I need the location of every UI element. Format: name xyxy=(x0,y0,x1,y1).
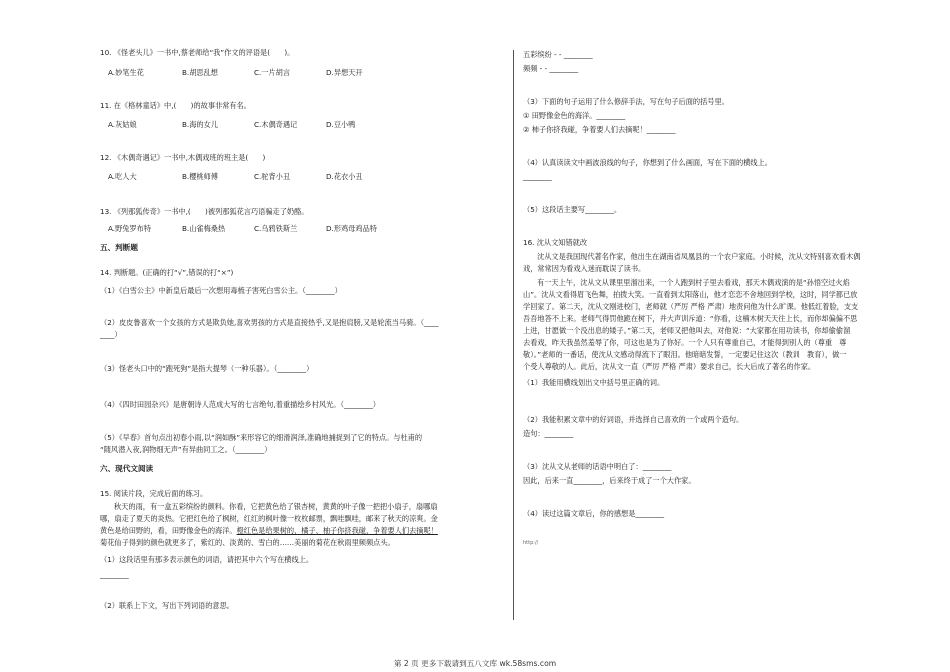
wavy-underlined-sentence: 橙红色是给果树的，橘子、柚子你挤我碰，争着要人们去摘呢！ xyxy=(236,526,438,535)
option: A.吃人大 xyxy=(108,172,137,181)
option: C.驼背小丑 xyxy=(254,172,291,181)
judge-item-2: （2）皮皮鲁喜欢一个女孩的方式是欺负她,喜欢男孩的方式是直接热乎,又是抱肩膀,又是轮流当马骑。（____ xyxy=(100,318,439,327)
option: A.野兔罗布特 xyxy=(108,224,152,233)
option: D.异想天开 xyxy=(326,68,363,77)
page-footer: 第 2 页 更多下载请到五八文库 wk.58sms.com xyxy=(393,659,557,668)
question-13-stem: 13. 《列那狐传奇》一书中,( )被列那狐花言巧语骗走了奶酪。 xyxy=(100,207,309,216)
option: C.木偶奇遇记 xyxy=(254,120,298,129)
option: B.胡思乱想 xyxy=(182,68,218,77)
question-11-stem: 11. 在《格林童话》中,( )的故事非常有名。 xyxy=(100,101,251,110)
url-text: http:// xyxy=(523,540,539,546)
judge-item-4: （4）《四时田园杂兴》是唐朝诗人范成大写的七言绝句,着重描绘乡村风光。（________） xyxy=(100,400,380,409)
word-meaning-2: 频频 - - ________ xyxy=(523,64,579,73)
sub-question-3-b: ② 柿子你挤我碰，争着要人们去摘呢！________ xyxy=(523,125,676,134)
reading-question-2-sentence: 造句：________ xyxy=(523,429,574,438)
question-15-stem: 15. 阅读片段，完成后面的练习。 xyxy=(100,489,208,498)
word-meaning-1: 五彩缤纷 - - ________ xyxy=(523,50,593,59)
sub-question-1: （1）这段话里有那多表示颜色的词语，请把其中六个写在横线上。 xyxy=(100,555,314,564)
judge-item-2-cont: ____） xyxy=(100,330,122,339)
judge-item-3: （3）怪老头口中的“跑死狗”是指大提琴（一种乐器）。（________） xyxy=(100,364,314,373)
judge-item-5-cont: “随风潜入夜,润物细无声”有异曲同工之。（________） xyxy=(100,445,272,454)
article-line: 个受人尊敬的人。此后，沈从文一直（严厉 严格 严肃）要求自己，长大后成了著名的作家。 xyxy=(523,362,816,371)
passage-line: 菊花仙子得到的颜色就更多了，紫红的、淡黄的、雪白的……美丽的菊花在秋雨里频频点头。 xyxy=(100,538,395,547)
sub-question-2: （2）联系上下文，写出下列词语的意思。 xyxy=(100,601,234,610)
article-line: 山”。沈从文看得眉飞色舞，拍拨大笑。一直看到太阳落山，他才恋恋不舍地回到学校，这时，同学都已放 xyxy=(523,290,858,299)
answer-blank[interactable]: ________ xyxy=(523,172,552,181)
question-10-stem: 10. 《怪老头儿》一书中,蔡老师给“我”作文的评语是( )。 xyxy=(100,48,295,57)
reading-question-3-cont: 因此，后来一直________，后来终于成了一个大作家。 xyxy=(523,476,696,485)
passage-line: 秋天的雨，有一盒五彩缤纷的颜料。你看，它把黄色给了银杏树，黄黄的叶子像一把把小扇子，扇哪扇 xyxy=(114,502,438,511)
answer-blank[interactable]: ________ xyxy=(100,570,129,579)
question-12-stem: 12. 《木偶奇遇记》一书中,木偶戏班的班主是( ) xyxy=(100,153,266,162)
article-line: 戏，常常因为看戏入迷而耽误了读书。 xyxy=(523,264,646,273)
reading-question-3: （3）沈从文从老师的话语中明白了：________ xyxy=(523,462,672,471)
article-line: 有一天上午，沈从文从课里里溜出来，一个人跑到村子里去看戏，那天木偶戏演的是“孙悟空过火焰 xyxy=(537,278,850,287)
option: D.豆小鸭 xyxy=(326,120,356,129)
sub-question-3-a: ① 田野像金色的海洋。________ xyxy=(523,111,626,120)
option: D.花衣小丑 xyxy=(326,172,363,181)
sub-question-3: （3）下面的句子运用了什么修辞手法，写在句子后面的括号里。 xyxy=(523,97,729,106)
section-5-heading: 五、判断题 xyxy=(100,243,138,252)
judge-item-1: （1）《白雪公主》中新皇后最后一次想用毒梳子害死白雪公主。（________） xyxy=(100,286,342,295)
article-line: 吾吾地答不上来。老师气得罚他跪在树下，并大声训斥道：“你看，这楠木树天天往上长，而你却偏偏不思 xyxy=(523,314,858,323)
sub-question-5: （5）这段话主要写________。 xyxy=(523,205,622,214)
passage-text: 黄色是给田野的，看，田野像金色的海洋。 xyxy=(100,526,237,535)
column-divider xyxy=(513,50,514,620)
article-line: 沈从文是我国现代著名作家，他出生在湖南省凤凰县的一个农户家庭。小时候，沈从文特别喜欢看木偶 xyxy=(537,252,861,261)
article-line: 去看戏，昨天我虽然羞辱了你，可这也是为了你好。一个人只有尊重自己，才能得到别人的（尊重 尊 xyxy=(523,338,847,347)
judge-item-5: （5）《早春》首句点出初春小雨,以“润如酥”来形容它的细滑润泽,准确地捕捉到了它的特点。与杜甫的 xyxy=(100,433,423,442)
option: C.乌鸦铁斯兰 xyxy=(254,224,298,233)
sub-question-4: （4）认真读读文中画波浪线的句子，你想到了什么画面，写在下面的横线上。 xyxy=(523,158,772,167)
option: B.山雀梅桑热 xyxy=(182,224,226,233)
reading-question-2: （2）我能积累文章中的好词语，并选择自己喜欢的一个或两个造句。 xyxy=(523,415,744,424)
option: C.一片胡言 xyxy=(254,68,291,77)
section-6-heading: 六、现代文阅读 xyxy=(100,464,154,473)
passage-line: 哪，扇走了夏天的炎热。它把红色给了枫树，红红的枫叶像一枚枚邮票，飘哇飘哇，邮来了秋天的凉爽。金 xyxy=(100,514,438,523)
article-line: 上进，甘愿做一个没出息的矮子。”第二天，老师又把他叫去，对他说：“大家都在用功读书，你却偷偷溜 xyxy=(523,326,851,335)
reading-question-1: （1）我能用横线划出文中括号里正确的词。 xyxy=(523,378,665,387)
passage-line xyxy=(100,526,496,536)
option: B.海的女儿 xyxy=(182,120,218,129)
option: A.妙笔生花 xyxy=(108,68,144,77)
reading-question-4: （4）读过这篇文章后，你的感想是________ xyxy=(523,509,665,518)
question-16-title: 16. 沈从文知错就改 xyxy=(523,238,588,247)
option: D.形鸡母鸡品特 xyxy=(326,224,377,233)
article-line: 敬）。”老师的一番话，使沈从文感动得流下了眼泪。他暗暗发誓，一定要记住这次（教训 教育），做一 xyxy=(523,350,847,359)
question-14-stem: 14. 判断题。(正确的打“√”,错误的打“×”) xyxy=(100,268,234,277)
article-line: 学回家了。第二天，沈从文刚进校门，老师就（严厉 严格 严肃）地责问他为什么旷课。他低红着脸，支支 xyxy=(523,302,859,311)
option: A.灰姑娘 xyxy=(108,120,137,129)
option: B.樱桃师傅 xyxy=(182,172,218,181)
